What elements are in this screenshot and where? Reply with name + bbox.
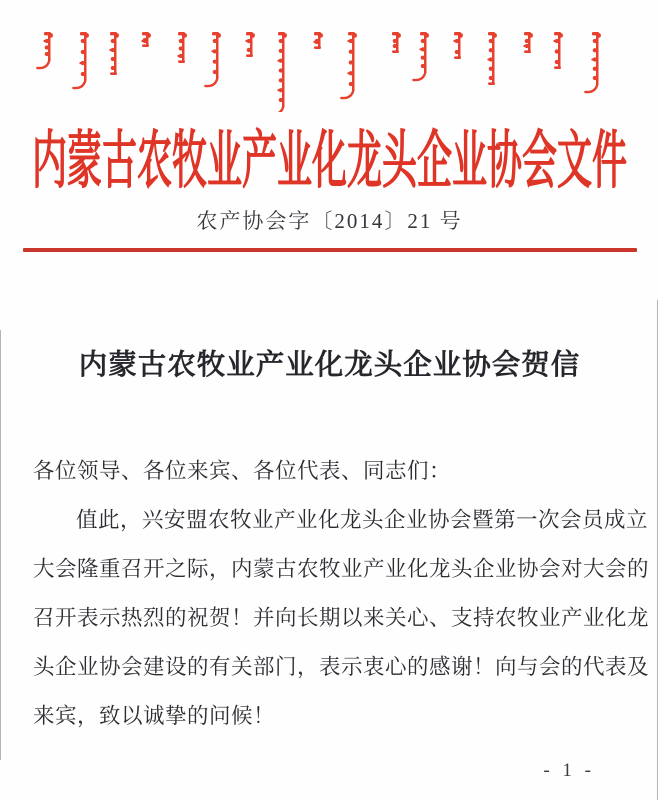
letter-title: 内蒙古农牧业产业化龙头企业协会贺信 [78,350,581,381]
body-line: 来宾，致以诚挚的问候！ [33,704,276,728]
letter-paragraph [33,496,650,741]
body-line: 值此，兴安盟农牧业产业化龙头企业协会暨第一次会员成立 [76,508,649,532]
scan-artifact-left-edge [0,330,1,760]
masthead-divider-rule [23,248,637,252]
salutation-line: 各位领导、各位来宾、各位代表、同志们： [33,459,452,483]
mongolian-script-band [0,28,659,112]
body-line: 召开表示热烈的祝贺！并向长期以来关心、支持农牧业产业化龙 [33,606,650,630]
page-number: - 1 - [543,760,595,781]
scan-artifact-right-edge [657,300,658,800]
letter-body [33,447,650,741]
body-line: 头企业协会建设的有关部门，表示衷心的感谢！向与会的代表及 [33,655,650,679]
body-line: 大会隆重召开之际，内蒙古农牧业产业化龙头企业协会对大会的 [33,557,650,581]
masthead-org-title: 内蒙古农牧业产业化龙头企业协会文件 [31,126,627,197]
doc-number: 农产协会字〔2014〕21 号 [196,209,463,233]
